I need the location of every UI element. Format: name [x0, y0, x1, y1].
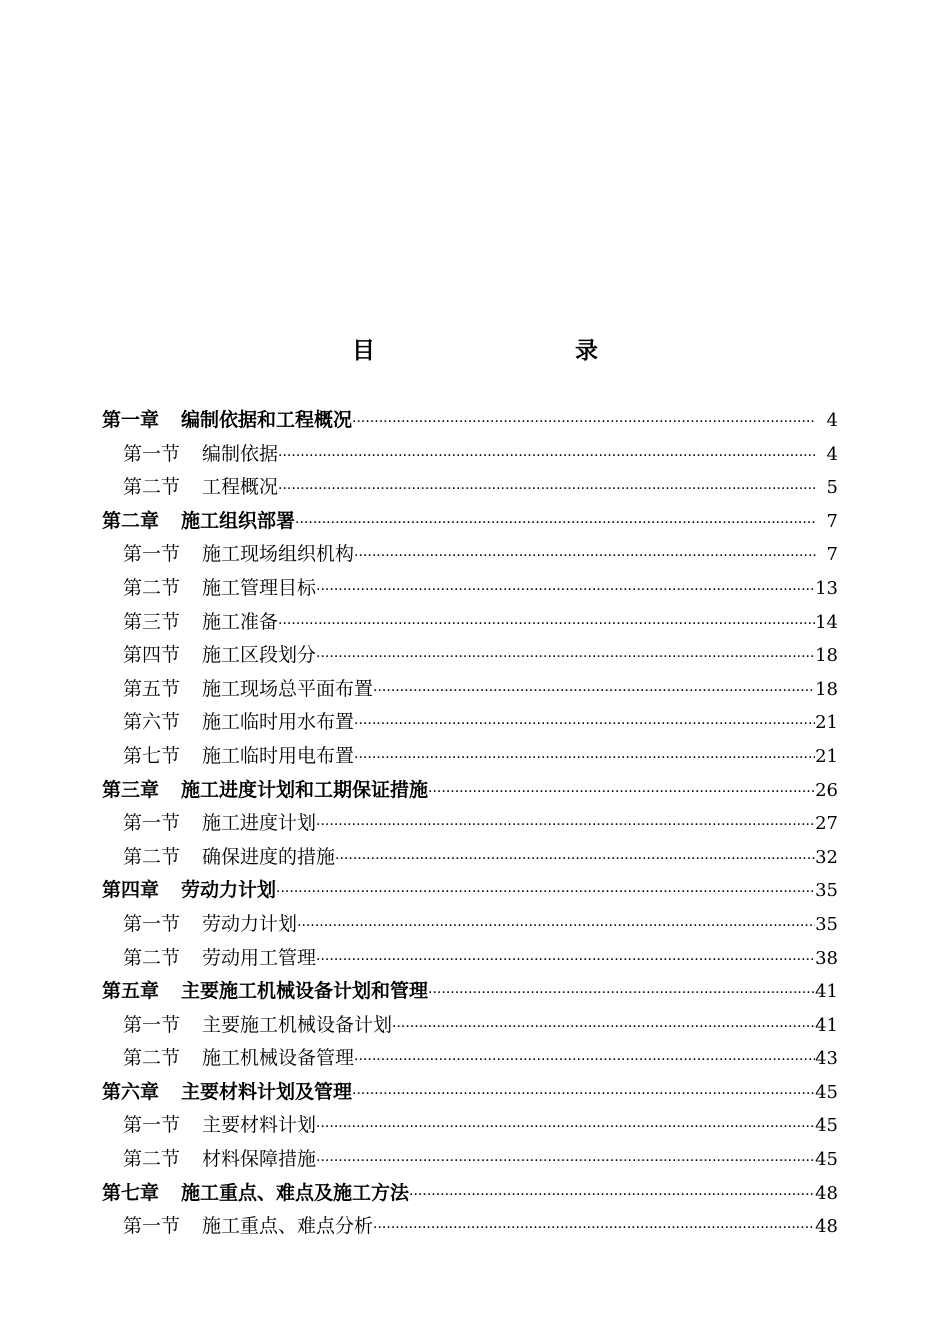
toc-entry-label: 编制依据和工程概况	[181, 409, 353, 431]
toc-entry-number: 第七章	[102, 1181, 160, 1204]
toc-section-entry[interactable]	[102, 740, 838, 774]
toc-section-entry[interactable]	[102, 606, 838, 640]
toc-page-number: 5	[826, 477, 838, 499]
toc-entry-number: 第二节	[123, 1148, 181, 1171]
toc-page-number: 48	[815, 1216, 838, 1238]
toc-entry-label: 施工准备	[202, 610, 279, 633]
toc-entry-label: 施工重点、难点及施工方法	[181, 1181, 410, 1204]
toc-dot-leader	[373, 1212, 815, 1244]
toc-dot-leader	[354, 742, 815, 774]
toc-section-entry[interactable]	[102, 807, 838, 841]
toc-entry-number: 第三节	[123, 610, 181, 633]
toc-page-number: 14	[815, 611, 838, 633]
toc-entry-number: 第二节	[123, 946, 181, 969]
toc-entry-number: 第一节	[123, 812, 181, 835]
toc-page-number: 21	[815, 745, 838, 767]
toc-entry-label: 主要施工机械设备计划和管理	[181, 980, 429, 1003]
table-of-contents	[102, 404, 838, 1244]
toc-entry-label: 主要材料计划	[202, 1114, 317, 1137]
toc-dot-leader	[316, 809, 815, 841]
toc-section-entry[interactable]	[102, 471, 838, 505]
toc-page-number: 18	[815, 645, 838, 667]
toc-entry-number: 第六章	[102, 1080, 160, 1103]
toc-dot-leader	[278, 440, 816, 472]
toc-section-entry[interactable]	[102, 1009, 838, 1043]
toc-entry-label: 施工临时用水布置	[202, 711, 355, 734]
toc-chapter-entry[interactable]	[102, 874, 838, 908]
toc-dot-leader	[428, 977, 815, 1009]
toc-page-number: 7	[826, 510, 838, 532]
toc-entry-number: 第二节	[123, 845, 181, 868]
toc-page-number: 41	[815, 981, 838, 1003]
toc-entry-label: 施工现场组织机构	[202, 543, 355, 566]
toc-page-number: 45	[815, 1115, 838, 1137]
toc-dot-leader	[316, 574, 815, 606]
toc-page-number: 38	[815, 947, 838, 969]
toc-section-entry[interactable]	[102, 1143, 838, 1177]
toc-entry-number: 第一节	[123, 1215, 181, 1238]
toc-entry-number: 第一节	[123, 1114, 181, 1137]
toc-entry-number: 第六节	[123, 711, 181, 734]
toc-page-number: 18	[815, 678, 838, 700]
toc-entry-number: 第二节	[123, 1047, 181, 1070]
toc-dot-leader	[276, 876, 815, 908]
toc-dot-leader	[278, 473, 816, 505]
toc-entry-label: 施工进度计划和工期保证措施	[181, 778, 429, 801]
toc-dot-leader	[295, 507, 816, 539]
toc-page-number: 27	[815, 813, 838, 835]
toc-section-entry[interactable]	[102, 538, 838, 572]
toc-page-number: 21	[815, 712, 838, 734]
toc-dot-leader	[316, 944, 815, 976]
toc-chapter-entry[interactable]	[102, 404, 838, 438]
toc-dot-leader	[335, 843, 815, 875]
toc-dot-leader	[354, 708, 815, 740]
toc-chapter-entry[interactable]	[102, 1177, 838, 1211]
toc-entry-number: 第四节	[123, 644, 181, 667]
toc-entry-number: 第五节	[123, 677, 181, 700]
toc-page-number: 7	[826, 544, 838, 566]
toc-entry-number: 第二节	[123, 476, 181, 499]
toc-dot-leader	[316, 1145, 815, 1177]
toc-page-number: 35	[815, 913, 838, 935]
toc-entry-number: 第一节	[123, 912, 181, 935]
toc-entry-label: 主要材料计划及管理	[181, 1080, 353, 1103]
toc-dot-leader	[352, 406, 816, 438]
toc-entry-label: 劳动用工管理	[202, 946, 317, 969]
toc-dot-leader	[373, 675, 815, 707]
toc-dot-leader	[352, 1078, 815, 1110]
toc-dot-leader	[354, 540, 816, 572]
toc-page-number: 35	[815, 880, 838, 902]
toc-dot-leader	[428, 776, 815, 808]
toc-page-number: 32	[815, 846, 838, 868]
toc-entry-number: 第四章	[102, 879, 160, 902]
toc-entry-label: 确保进度的措施	[202, 845, 336, 868]
toc-entry-label: 劳动力计划	[181, 879, 277, 902]
toc-page-number: 48	[815, 1182, 838, 1204]
toc-dot-leader	[409, 1179, 815, 1211]
toc-section-entry[interactable]	[102, 572, 838, 606]
toc-page-number: 13	[815, 577, 838, 599]
toc-section-entry[interactable]	[102, 706, 838, 740]
toc-entry-label: 施工重点、难点分析	[202, 1215, 374, 1238]
toc-chapter-entry[interactable]	[102, 975, 838, 1009]
toc-dot-leader	[316, 641, 815, 673]
toc-page-number: 26	[815, 779, 838, 801]
toc-page-number: 4	[826, 410, 838, 431]
toc-entry-number: 第一章	[102, 409, 160, 431]
toc-section-entry[interactable]	[102, 438, 838, 472]
toc-chapter-entry[interactable]	[102, 1076, 838, 1110]
toc-dot-leader	[354, 1044, 815, 1076]
toc-entry-number: 第二章	[102, 509, 160, 532]
toc-dot-leader	[316, 1111, 815, 1143]
toc-entry-label: 施工临时用电布置	[202, 744, 355, 767]
toc-section-entry[interactable]	[102, 942, 838, 976]
toc-entry-label: 主要施工机械设备计划	[202, 1013, 393, 1036]
toc-entry-number: 第七节	[123, 744, 181, 767]
toc-entry-number: 第一节	[123, 442, 181, 465]
toc-page-number: 4	[826, 443, 838, 465]
toc-dot-leader	[297, 910, 815, 942]
toc-page-number: 41	[815, 1014, 838, 1036]
toc-page-number: 43	[815, 1048, 838, 1070]
toc-section-entry[interactable]	[102, 908, 838, 942]
toc-section-entry[interactable]	[102, 1042, 838, 1076]
toc-chapter-entry[interactable]	[102, 505, 838, 539]
toc-entry-number: 第五章	[102, 980, 160, 1003]
toc-dot-leader	[392, 1011, 815, 1043]
toc-page-number: 45	[815, 1081, 838, 1103]
toc-entry-number: 第三章	[102, 778, 160, 801]
toc-entry-number: 第二节	[123, 576, 181, 599]
toc-entry-number: 第一节	[123, 543, 181, 566]
toc-section-entry[interactable]	[102, 1109, 838, 1143]
toc-entry-label: 劳动力计划	[202, 912, 298, 935]
toc-page-number: 45	[815, 1149, 838, 1171]
toc-section-entry[interactable]	[102, 841, 838, 875]
toc-entry-number: 第一节	[123, 1013, 181, 1036]
toc-section-entry[interactable]	[102, 673, 838, 707]
toc-entry-label: 施工进度计划	[202, 812, 317, 835]
toc-entry-label: 施工管理目标	[202, 576, 317, 599]
toc-dot-leader	[278, 608, 815, 640]
toc-section-entry[interactable]	[102, 639, 838, 673]
toc-entry-label: 施工现场总平面布置	[202, 677, 374, 700]
toc-chapter-entry[interactable]	[102, 774, 838, 808]
toc-section-entry[interactable]	[102, 1210, 838, 1244]
toc-entry-label: 施工区段划分	[202, 644, 317, 667]
toc-entry-label: 材料保障措施	[202, 1148, 317, 1171]
toc-entry-label: 编制依据	[202, 442, 279, 465]
page-title: 目 录	[351, 338, 694, 364]
toc-entry-label: 施工组织部署	[181, 509, 296, 532]
toc-entry-label: 施工机械设备管理	[202, 1047, 355, 1070]
toc-entry-label: 工程概况	[202, 476, 279, 499]
